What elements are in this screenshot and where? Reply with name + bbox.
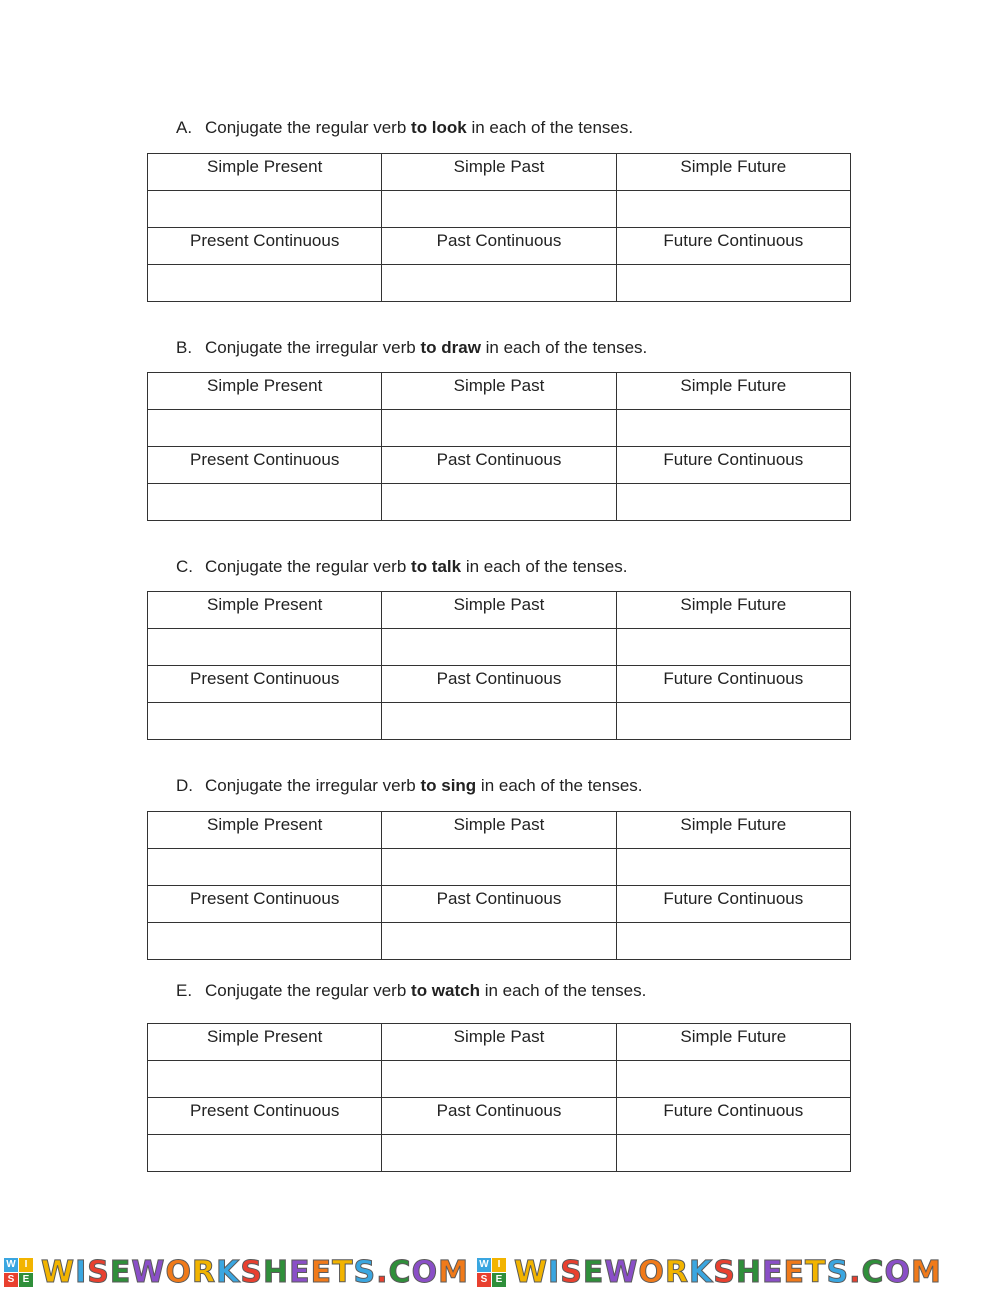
wise-logo-icon <box>4 1258 33 1287</box>
prompt-text-end: in each of the tenses. <box>479 981 647 1000</box>
answer-cell-future-continuous[interactable] <box>616 703 850 740</box>
conjugation-table <box>147 1023 851 1172</box>
answer-cell-simple-future[interactable] <box>616 849 850 886</box>
header-future-continuous: Future Continuous <box>616 886 850 923</box>
exercise-letter: A. <box>176 118 193 137</box>
prompt-text-end: in each of the tenses. <box>476 776 643 795</box>
verb-label: to sing <box>420 776 477 795</box>
logo-letter: E <box>492 1273 506 1287</box>
logo-letter: S <box>4 1273 18 1287</box>
exercise-letter: D. <box>176 776 193 795</box>
conjugation-table <box>147 153 851 302</box>
header-simple-future: Simple Future <box>616 373 850 410</box>
answer-cell-future-continuous[interactable] <box>616 484 850 521</box>
prompt-text: Conjugate the irregular verb <box>205 338 421 357</box>
header-simple-past: Simple Past <box>382 154 616 191</box>
answer-cell-simple-present[interactable] <box>148 1061 382 1098</box>
wise-logo-icon <box>477 1258 506 1287</box>
verb-label: to talk <box>411 557 462 576</box>
answer-cell-simple-past[interactable] <box>382 191 616 228</box>
header-simple-future: Simple Future <box>616 812 850 849</box>
answer-cell-simple-future[interactable] <box>616 1061 850 1098</box>
prompt-text: Conjugate the regular verb <box>205 557 412 576</box>
prompt-text: Conjugate the regular verb <box>205 981 412 1000</box>
brand-text: WISEWORKSHEETS.COM <box>41 1254 469 1290</box>
answer-cell-simple-present[interactable] <box>148 410 382 447</box>
header-present-continuous: Present Continuous <box>148 886 382 923</box>
answer-cell-simple-present[interactable] <box>148 629 382 666</box>
answer-cell-simple-past[interactable] <box>382 849 616 886</box>
answer-cell-past-continuous[interactable] <box>382 703 616 740</box>
answer-cell-simple-past[interactable] <box>382 629 616 666</box>
exercise-prompt <box>176 338 647 358</box>
header-past-continuous: Past Continuous <box>382 447 616 484</box>
footer-watermark <box>0 1253 1000 1291</box>
answer-cell-present-continuous[interactable] <box>148 265 382 302</box>
answer-cell-present-continuous[interactable] <box>148 484 382 521</box>
header-present-continuous: Present Continuous <box>148 1098 382 1135</box>
prompt-text-end: in each of the tenses. <box>466 118 634 137</box>
answer-cell-simple-past[interactable] <box>382 1061 616 1098</box>
answer-cell-simple-future[interactable] <box>616 629 850 666</box>
answer-cell-present-continuous[interactable] <box>148 703 382 740</box>
header-simple-past: Simple Past <box>382 592 616 629</box>
header-present-continuous: Present Continuous <box>148 447 382 484</box>
exercise-letter: B. <box>176 338 193 357</box>
logo-letter: I <box>492 1258 506 1272</box>
logo-letter: W <box>477 1258 491 1272</box>
verb-label: to draw <box>420 338 481 357</box>
header-simple-present: Simple Present <box>148 592 382 629</box>
header-simple-past: Simple Past <box>382 812 616 849</box>
header-simple-future: Simple Future <box>616 592 850 629</box>
answer-cell-simple-present[interactable] <box>148 191 382 228</box>
logo-letter: W <box>4 1258 18 1272</box>
header-present-continuous: Present Continuous <box>148 666 382 703</box>
prompt-text: Conjugate the irregular verb <box>205 776 421 795</box>
header-future-continuous: Future Continuous <box>616 447 850 484</box>
header-past-continuous: Past Continuous <box>382 886 616 923</box>
answer-cell-future-continuous[interactable] <box>616 1135 850 1172</box>
answer-cell-future-continuous[interactable] <box>616 265 850 302</box>
header-past-continuous: Past Continuous <box>382 1098 616 1135</box>
answer-cell-simple-past[interactable] <box>382 410 616 447</box>
header-simple-future: Simple Future <box>616 1024 850 1061</box>
exercise-prompt <box>176 776 643 796</box>
prompt-text-end: in each of the tenses. <box>480 338 648 357</box>
conjugation-table <box>147 372 851 521</box>
header-simple-past: Simple Past <box>382 373 616 410</box>
answer-cell-simple-future[interactable] <box>616 410 850 447</box>
exercise-letter: E. <box>176 981 193 1000</box>
answer-cell-simple-present[interactable] <box>148 849 382 886</box>
header-future-continuous: Future Continuous <box>616 228 850 265</box>
exercise-prompt <box>176 981 646 1001</box>
logo-letter: I <box>19 1258 33 1272</box>
prompt-text: Conjugate the regular verb <box>205 118 412 137</box>
exercise-prompt <box>176 118 633 138</box>
answer-cell-past-continuous[interactable] <box>382 1135 616 1172</box>
verb-label: to look <box>411 118 467 137</box>
exercise-letter: C. <box>176 557 193 576</box>
header-future-continuous: Future Continuous <box>616 666 850 703</box>
header-future-continuous: Future Continuous <box>616 1098 850 1135</box>
header-simple-present: Simple Present <box>148 154 382 191</box>
answer-cell-past-continuous[interactable] <box>382 923 616 960</box>
conjugation-table <box>147 591 851 740</box>
header-simple-present: Simple Present <box>148 1024 382 1061</box>
answer-cell-past-continuous[interactable] <box>382 484 616 521</box>
answer-cell-simple-future[interactable] <box>616 191 850 228</box>
header-simple-present: Simple Present <box>148 373 382 410</box>
header-simple-past: Simple Past <box>382 1024 616 1061</box>
verb-label: to watch <box>411 981 480 1000</box>
brand-text: WISEWORKSHEETS.COM <box>513 1254 942 1290</box>
logo-letter: E <box>19 1273 33 1287</box>
header-simple-present: Simple Present <box>148 812 382 849</box>
exercise-prompt <box>176 557 627 577</box>
header-past-continuous: Past Continuous <box>382 228 616 265</box>
header-present-continuous: Present Continuous <box>148 228 382 265</box>
header-past-continuous: Past Continuous <box>382 666 616 703</box>
answer-cell-past-continuous[interactable] <box>382 265 616 302</box>
prompt-text-end: in each of the tenses. <box>461 557 628 576</box>
header-simple-future: Simple Future <box>616 154 850 191</box>
answer-cell-future-continuous[interactable] <box>616 923 850 960</box>
logo-letter: S <box>477 1273 491 1287</box>
answer-cell-present-continuous[interactable] <box>148 923 382 960</box>
answer-cell-present-continuous[interactable] <box>148 1135 382 1172</box>
conjugation-table <box>147 811 851 960</box>
